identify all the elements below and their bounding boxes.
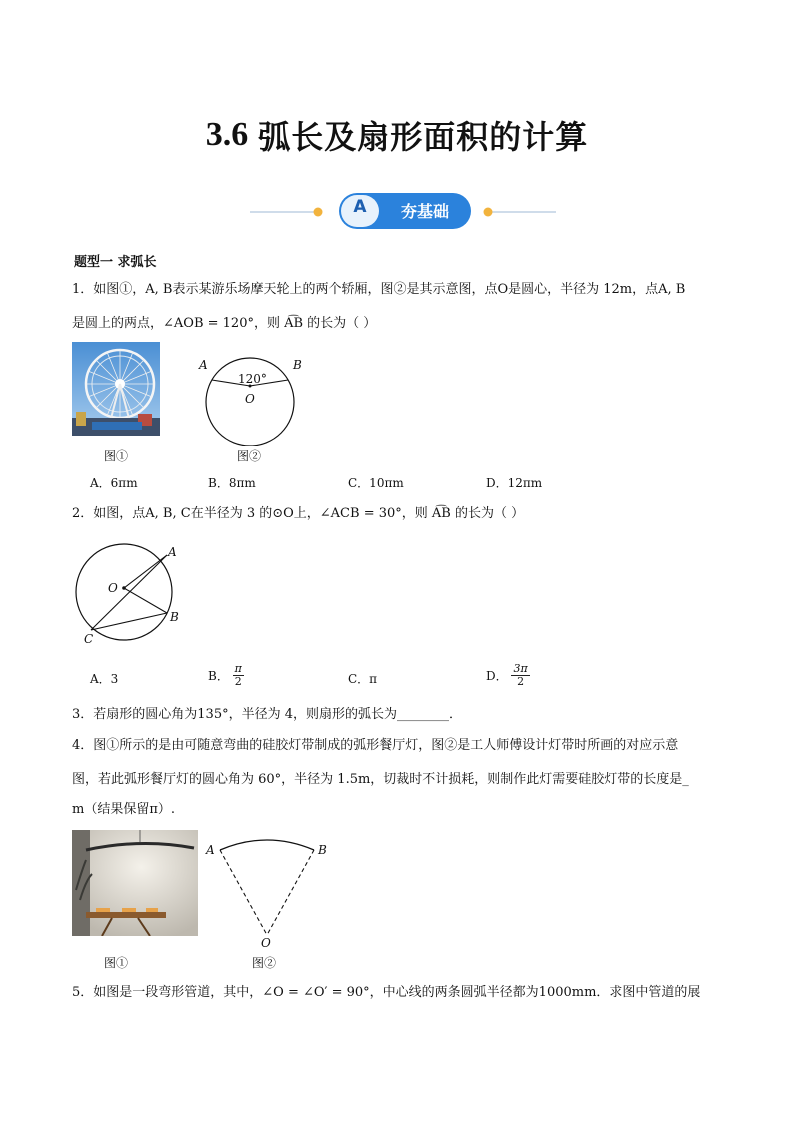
q4-label-b: B [318,843,327,857]
q5-line1: 5．如图是一段弯形管道，其中，∠O = ∠O′ = 90°，中心线的两条圆弧半径都为1000mm．求图中管道的展 [72,985,701,1000]
q2-option-b [208,663,244,688]
section-heading: 题型一 求弧长 [74,255,157,270]
q1-label-b: B [293,358,302,372]
q2-option-d-fraction [511,663,529,688]
q1-line2: 是圆上的两点，∠AOB = 120°，则 A͡B 的长为（ ） [72,316,377,331]
q1-option-c: C．10πm [348,476,404,490]
q2-label-o: O [108,581,118,595]
right-dot-icon [484,208,493,217]
section-number: 3.6 [205,116,249,153]
q4-line1: 4．图①所示的是由可随意弯曲的硅胶灯带制成的弧形餐厅灯，图②是工人师傅设计灯带时所画的对应示意 [72,738,679,753]
q4-label-a: A [206,843,215,857]
q1-line1: 1．如图①，A, B表示某游乐场摩天轮上的两个轿厢，图②是其示意图，点O是圆心，半径为 12m，点A, B [72,282,686,297]
q1-option-a: A．6πm [90,476,138,490]
badge-label: 夯基础 [400,202,449,221]
q2-label-b: B [170,610,179,624]
left-dot-icon [314,208,323,217]
q2-option-d [486,663,530,688]
ferris-wheel-photo [72,342,160,436]
q2-option-b-label: B． [208,669,229,683]
q2-label-c: C [84,632,94,646]
section-title: 弧长及扇形面积的计算 [258,118,589,156]
q2-option-d-num: 3π [513,662,528,675]
q2-option-c: C．π [348,672,378,686]
q2-option-d-label: D． [486,669,508,683]
lamp-photo [72,830,198,936]
q3-line1: 3．若扇形的圆心角为135°，半径为 4，则扇形的弧长为________． [72,707,462,722]
q4-caption-2: 图② [252,956,277,970]
q4-line3: m（结果保留π）. [72,802,176,817]
badge-letter: A [353,197,367,217]
q2-option-a: A．3 [90,672,119,686]
page-title [0,112,794,158]
q1-label-o: O [245,392,255,406]
q4-label-o: O [261,936,271,950]
q1-option-d: D．12πm [486,476,543,490]
q4-sector-diagram [210,838,326,942]
q4-line2: 图，若此弧形餐厅灯的圆心角为 60°，半径为 1.5m，切裁时不计损耗，则制作此灯需要硅胶灯带的长度是_ [72,772,689,787]
q1-angle-label: 120° [238,372,267,386]
q2-line1: 2．如图，点A, B, C在半径为 3 的⊙O上，∠ACB = 30°，则 A͡B 的长为（ ） [72,506,525,521]
q2-option-d-den: 2 [517,675,525,688]
q2-option-b-fraction [233,663,244,688]
q2-option-b-num: π [234,662,242,675]
q1-label-a: A [199,358,208,372]
q1-option-b: B．8πm [208,476,256,490]
q4-caption-1: 图① [104,956,129,970]
q2-label-a: A [168,545,177,559]
q2-option-b-den: 2 [234,675,242,688]
q1-caption-2: 图② [237,449,262,463]
q1-caption-1: 图① [104,449,129,463]
